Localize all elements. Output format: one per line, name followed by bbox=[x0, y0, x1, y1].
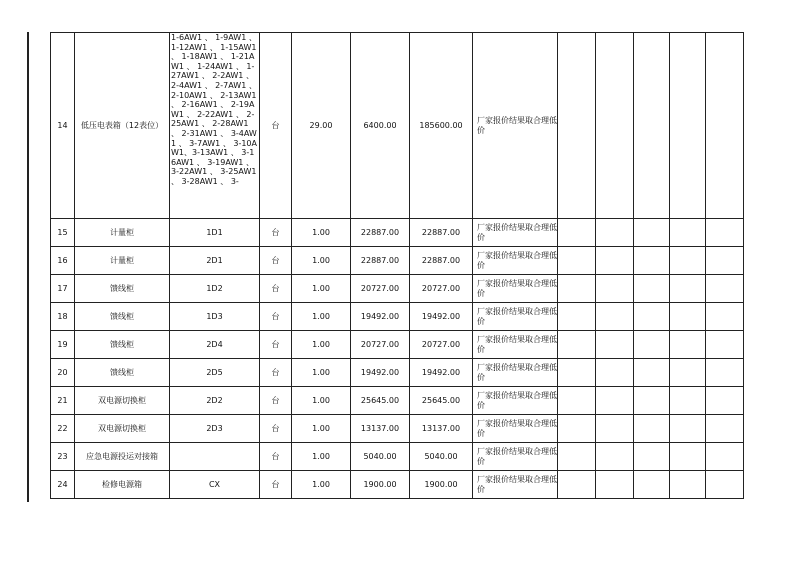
item-unit: 台 bbox=[260, 247, 292, 275]
item-price: 6400.00 bbox=[351, 33, 410, 219]
empty-cell bbox=[596, 359, 634, 387]
item-total: 5040.00 bbox=[410, 443, 473, 471]
empty-cell bbox=[558, 443, 596, 471]
empty-cell bbox=[706, 331, 744, 359]
item-qty: 1.00 bbox=[292, 471, 351, 499]
row-number: 15 bbox=[51, 219, 75, 247]
empty-cell bbox=[596, 387, 634, 415]
item-spec: 1D3 bbox=[170, 303, 260, 331]
item-qty: 1.00 bbox=[292, 247, 351, 275]
empty-cell bbox=[670, 471, 706, 499]
empty-cell bbox=[706, 415, 744, 443]
empty-cell bbox=[634, 219, 670, 247]
item-remark: 厂家报价结果取合理低价 bbox=[473, 219, 558, 247]
empty-cell bbox=[706, 33, 744, 219]
item-unit: 台 bbox=[260, 359, 292, 387]
empty-cell bbox=[670, 415, 706, 443]
item-price: 20727.00 bbox=[351, 331, 410, 359]
item-total: 13137.00 bbox=[410, 415, 473, 443]
item-remark: 厂家报价结果取合理低价 bbox=[473, 275, 558, 303]
item-spec: 1D2 bbox=[170, 275, 260, 303]
item-name: 应急电源投运对接箱 bbox=[75, 443, 170, 471]
empty-cell bbox=[706, 443, 744, 471]
item-name: 低压电表箱（12表位） bbox=[75, 33, 170, 219]
empty-cell bbox=[558, 331, 596, 359]
empty-cell bbox=[558, 247, 596, 275]
empty-cell bbox=[596, 33, 634, 219]
item-qty: 1.00 bbox=[292, 219, 351, 247]
empty-cell bbox=[634, 471, 670, 499]
empty-cell bbox=[706, 359, 744, 387]
item-name: 双电源切换柜 bbox=[75, 387, 170, 415]
item-qty: 1.00 bbox=[292, 443, 351, 471]
empty-cell bbox=[596, 219, 634, 247]
item-total: 22887.00 bbox=[410, 219, 473, 247]
item-remark: 厂家报价结果取合理低价 bbox=[473, 359, 558, 387]
empty-cell bbox=[596, 247, 634, 275]
empty-cell bbox=[706, 219, 744, 247]
item-total: 25645.00 bbox=[410, 387, 473, 415]
empty-cell bbox=[670, 303, 706, 331]
empty-cell bbox=[670, 443, 706, 471]
row-number: 24 bbox=[51, 471, 75, 499]
item-name: 馈线柜 bbox=[75, 331, 170, 359]
item-remark: 厂家报价结果取合理低价 bbox=[473, 443, 558, 471]
empty-cell bbox=[596, 443, 634, 471]
item-total: 20727.00 bbox=[410, 275, 473, 303]
empty-cell bbox=[634, 331, 670, 359]
item-name: 计量柜 bbox=[75, 247, 170, 275]
empty-cell bbox=[706, 387, 744, 415]
item-remark: 厂家报价结果取合理低价 bbox=[473, 303, 558, 331]
price-table bbox=[50, 32, 744, 499]
empty-cell bbox=[558, 415, 596, 443]
empty-cell bbox=[670, 219, 706, 247]
empty-cell bbox=[596, 331, 634, 359]
item-unit: 台 bbox=[260, 387, 292, 415]
empty-cell bbox=[596, 471, 634, 499]
row-number: 19 bbox=[51, 331, 75, 359]
item-name: 计量柜 bbox=[75, 219, 170, 247]
item-price: 19492.00 bbox=[351, 303, 410, 331]
item-unit: 台 bbox=[260, 415, 292, 443]
empty-cell bbox=[634, 275, 670, 303]
table-row bbox=[51, 219, 744, 247]
left-margin-rule bbox=[27, 32, 29, 502]
item-unit: 台 bbox=[260, 303, 292, 331]
item-remark: 厂家报价结果取合理低价 bbox=[473, 331, 558, 359]
item-spec: CX bbox=[170, 471, 260, 499]
item-unit: 台 bbox=[260, 443, 292, 471]
item-qty: 29.00 bbox=[292, 33, 351, 219]
table-row bbox=[51, 331, 744, 359]
empty-cell bbox=[596, 303, 634, 331]
item-total: 19492.00 bbox=[410, 303, 473, 331]
empty-cell bbox=[558, 387, 596, 415]
item-remark: 厂家报价结果取合理低价 bbox=[473, 33, 558, 219]
item-unit: 台 bbox=[260, 219, 292, 247]
table-row bbox=[51, 247, 744, 275]
row-number: 21 bbox=[51, 387, 75, 415]
item-qty: 1.00 bbox=[292, 303, 351, 331]
empty-cell bbox=[706, 247, 744, 275]
item-spec: 2D4 bbox=[170, 331, 260, 359]
item-price: 13137.00 bbox=[351, 415, 410, 443]
item-unit: 台 bbox=[260, 331, 292, 359]
item-price: 22887.00 bbox=[351, 219, 410, 247]
empty-cell bbox=[634, 303, 670, 331]
empty-cell bbox=[558, 33, 596, 219]
item-spec: 1-6AW1 、 1-9AW1 、 1-12AW1 、 1-15AW1 、 1-18AW1 、 1-21AW1 、 1-24AW1 、 1-27AW1 、 2-2AW1 、 2-4AW1 、 2-7AW1 、 2-10AW1 、 2-13AW1 、 2-16AW1 、 2-19AW1 、 2-22AW1 、 2-25AW1 、 2-28AW1 、 2-31AW1 、 3-4AW1 、 3-7AW1 、 3-10AW1、3-13AW1 、 3-16AW1 、 3-19AW1 、 3-22AW1 、 3-25AW1 、 3-28AW1 、 3- bbox=[170, 33, 260, 219]
row-number: 14 bbox=[51, 33, 75, 219]
item-unit: 台 bbox=[260, 471, 292, 499]
empty-cell bbox=[670, 33, 706, 219]
item-unit: 台 bbox=[260, 275, 292, 303]
item-qty: 1.00 bbox=[292, 387, 351, 415]
item-total: 185600.00 bbox=[410, 33, 473, 219]
empty-cell bbox=[670, 331, 706, 359]
item-spec: 2D2 bbox=[170, 387, 260, 415]
item-spec: 2D1 bbox=[170, 247, 260, 275]
empty-cell bbox=[558, 303, 596, 331]
item-total: 22887.00 bbox=[410, 247, 473, 275]
item-price: 25645.00 bbox=[351, 387, 410, 415]
empty-cell bbox=[596, 275, 634, 303]
table-row bbox=[51, 303, 744, 331]
item-price: 22887.00 bbox=[351, 247, 410, 275]
row-number: 22 bbox=[51, 415, 75, 443]
item-spec: 1D1 bbox=[170, 219, 260, 247]
item-qty: 1.00 bbox=[292, 359, 351, 387]
table-row bbox=[51, 275, 744, 303]
item-total: 1900.00 bbox=[410, 471, 473, 499]
item-total: 20727.00 bbox=[410, 331, 473, 359]
empty-cell bbox=[634, 359, 670, 387]
table-row bbox=[51, 387, 744, 415]
item-price: 5040.00 bbox=[351, 443, 410, 471]
empty-cell bbox=[706, 303, 744, 331]
table-row bbox=[51, 471, 744, 499]
table-row bbox=[51, 359, 744, 387]
table-row bbox=[51, 415, 744, 443]
empty-cell bbox=[558, 471, 596, 499]
item-remark: 厂家报价结果取合理低价 bbox=[473, 415, 558, 443]
empty-cell bbox=[558, 275, 596, 303]
row-number: 18 bbox=[51, 303, 75, 331]
empty-cell bbox=[634, 33, 670, 219]
row-number: 23 bbox=[51, 443, 75, 471]
item-remark: 厂家报价结果取合理低价 bbox=[473, 471, 558, 499]
empty-cell bbox=[670, 247, 706, 275]
item-qty: 1.00 bbox=[292, 275, 351, 303]
row-number: 20 bbox=[51, 359, 75, 387]
item-spec bbox=[170, 443, 260, 471]
item-name: 检修电源箱 bbox=[75, 471, 170, 499]
empty-cell bbox=[670, 275, 706, 303]
item-qty: 1.00 bbox=[292, 331, 351, 359]
empty-cell bbox=[670, 359, 706, 387]
item-name: 馈线柜 bbox=[75, 275, 170, 303]
item-spec: 2D5 bbox=[170, 359, 260, 387]
item-price: 19492.00 bbox=[351, 359, 410, 387]
item-name: 双电源切换柜 bbox=[75, 415, 170, 443]
item-price: 20727.00 bbox=[351, 275, 410, 303]
row-number: 16 bbox=[51, 247, 75, 275]
item-remark: 厂家报价结果取合理低价 bbox=[473, 387, 558, 415]
item-spec: 2D3 bbox=[170, 415, 260, 443]
item-name: 馈线柜 bbox=[75, 359, 170, 387]
empty-cell bbox=[634, 415, 670, 443]
empty-cell bbox=[670, 387, 706, 415]
empty-cell bbox=[634, 247, 670, 275]
empty-cell bbox=[634, 387, 670, 415]
item-remark: 厂家报价结果取合理低价 bbox=[473, 247, 558, 275]
empty-cell bbox=[706, 275, 744, 303]
item-name: 馈线柜 bbox=[75, 303, 170, 331]
item-qty: 1.00 bbox=[292, 415, 351, 443]
table-row bbox=[51, 443, 744, 471]
item-price: 1900.00 bbox=[351, 471, 410, 499]
item-total: 19492.00 bbox=[410, 359, 473, 387]
empty-cell bbox=[558, 219, 596, 247]
row-number: 17 bbox=[51, 275, 75, 303]
empty-cell bbox=[558, 359, 596, 387]
table-row bbox=[51, 33, 744, 219]
empty-cell bbox=[706, 471, 744, 499]
empty-cell bbox=[634, 443, 670, 471]
item-unit: 台 bbox=[260, 33, 292, 219]
empty-cell bbox=[596, 415, 634, 443]
